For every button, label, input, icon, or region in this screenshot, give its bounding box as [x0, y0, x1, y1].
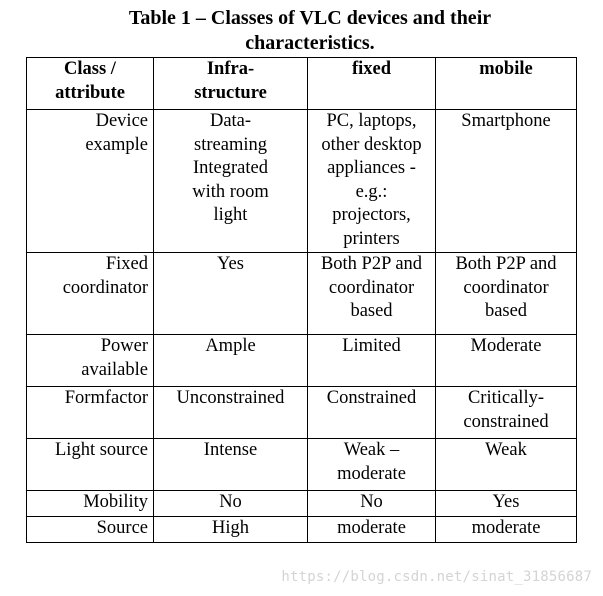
cell-mobile: Smartphone — [436, 110, 577, 253]
table-row-source — [27, 517, 577, 543]
cell-mobile: Weak — [436, 439, 577, 491]
table-row-power-available — [27, 335, 577, 387]
cell-infrastructure: High — [154, 517, 308, 543]
cell-mobile: Both P2P and coordinator based — [436, 253, 577, 335]
header-mobile: mobile — [436, 58, 577, 110]
cell-infrastructure: No — [154, 491, 308, 517]
header-infrastructure: Infra- structure — [154, 58, 308, 110]
cell-infrastructure: Unconstrained — [154, 387, 308, 439]
header-class-attribute: Class / attribute — [27, 58, 154, 110]
cell-infrastructure: Intense — [154, 439, 308, 491]
table-caption: Table 1 – Classes of VLC devices and their characteristics. — [128, 7, 492, 54]
cell-fixed: PC, laptops, other desktop appliances - e.g.: projectors, printers — [308, 110, 436, 253]
table-row-formfactor — [27, 387, 577, 439]
cell-fixed: No — [308, 491, 436, 517]
header-fixed: fixed — [308, 58, 436, 110]
table-row-light-source — [27, 439, 577, 491]
row-label: Source — [27, 517, 154, 543]
cell-fixed: moderate — [308, 517, 436, 543]
cell-fixed: Weak – moderate — [308, 439, 436, 491]
row-label: Mobility — [27, 491, 154, 517]
row-label: Fixed coordinator — [27, 253, 154, 335]
row-label: Light source — [27, 439, 154, 491]
row-label: Power available — [27, 335, 154, 387]
row-label: Device example — [27, 110, 154, 253]
cell-fixed: Both P2P and coordinator based — [308, 253, 436, 335]
cell-infrastructure: Yes — [154, 253, 308, 335]
cell-mobile: Critically- constrained — [436, 387, 577, 439]
table-row-mobility — [27, 491, 577, 517]
cell-fixed: Limited — [308, 335, 436, 387]
table-row-device-example — [27, 110, 577, 253]
cell-infrastructure: Data- streaming Integrated with room light — [154, 110, 308, 253]
vlc-device-classes-table — [26, 57, 577, 543]
cell-mobile: Yes — [436, 491, 577, 517]
cell-fixed: Constrained — [308, 387, 436, 439]
table-header-row — [27, 58, 577, 110]
cell-mobile: moderate — [436, 517, 577, 543]
blog-watermark: https://blog.csdn.net/sinat_31856687 — [281, 569, 592, 585]
cell-infrastructure: Ample — [154, 335, 308, 387]
table-row-fixed-coordinator — [27, 253, 577, 335]
cell-mobile: Moderate — [436, 335, 577, 387]
row-label: Formfactor — [27, 387, 154, 439]
